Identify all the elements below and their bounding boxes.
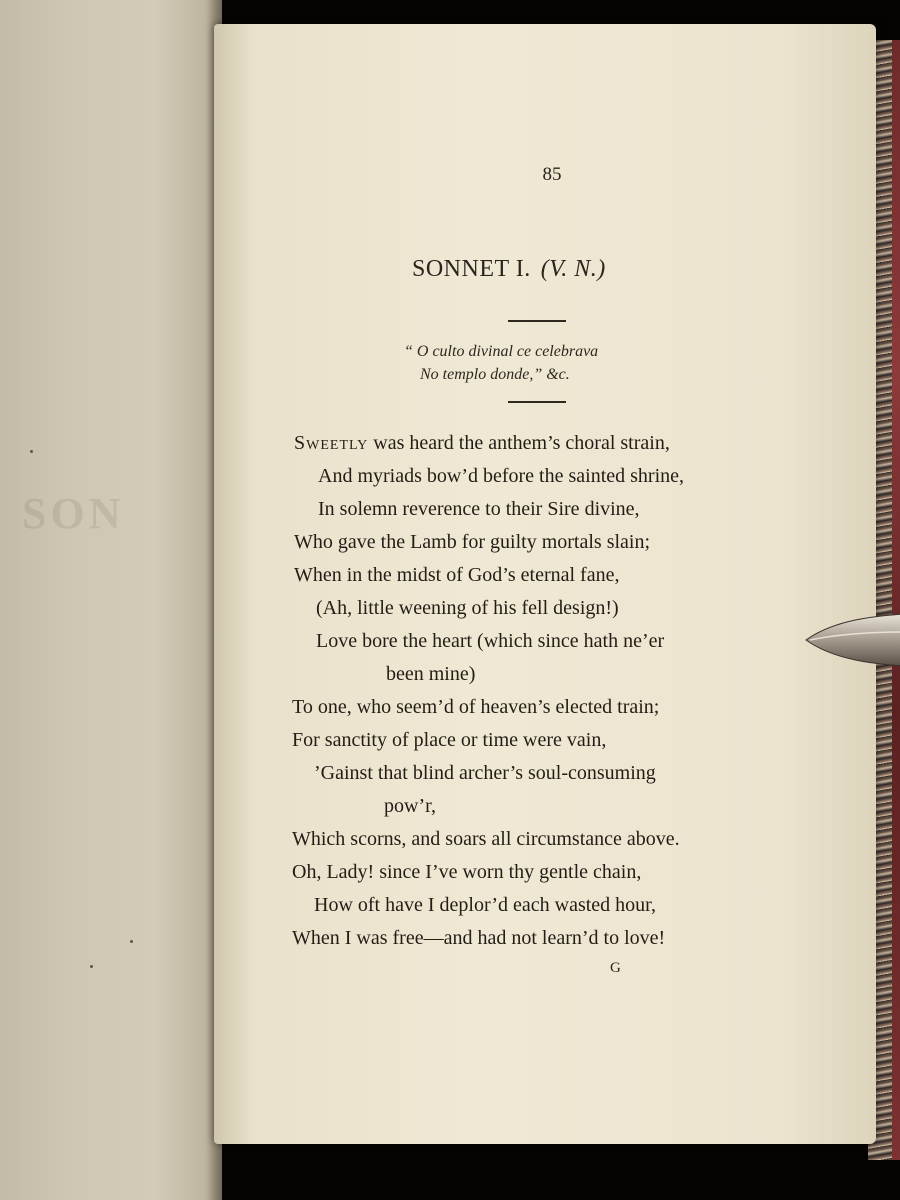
opening-word: Sweetly	[294, 432, 369, 454]
divider-rule	[508, 320, 566, 322]
paper-speck	[30, 450, 33, 453]
poem-line: ’Gainst that blind archer’s soul-consuming	[314, 762, 656, 784]
bookmark-clip	[804, 610, 900, 670]
paper-speck	[130, 940, 133, 943]
poem-line: (Ah, little weening of his fell design!)	[316, 597, 619, 619]
poem-line: pow’r,	[384, 795, 436, 817]
sonnet-title-ref: (V. N.)	[540, 256, 606, 282]
show-through-text: SON	[22, 489, 125, 538]
poem-line: To one, who seem’d of heaven’s elected train;	[292, 696, 660, 718]
epigraph-line: “ O culto divinal ce celebrava	[404, 343, 599, 360]
poem-line: Oh, Lady! since I’ve worn thy gentle chain,	[292, 861, 642, 883]
poem-line: When I was free—and had not learn’d to love!	[292, 927, 666, 949]
sonnet-title-text: SONNET I.	[412, 256, 531, 282]
sonnet-title	[412, 256, 606, 283]
divider-rule	[508, 401, 566, 403]
poem-line: When in the midst of God’s eternal fane,	[294, 564, 620, 586]
epigraph	[404, 340, 598, 386]
right-page	[214, 24, 876, 1144]
poem-line: And myriads bow’d before the sainted shrine,	[318, 465, 685, 487]
signature-mark: G	[610, 960, 621, 976]
poem-line: been mine)	[386, 663, 476, 685]
poem-line: Sweetly was heard the anthem’s choral strain,	[294, 432, 670, 454]
epigraph-line: No templo donde,” &c.	[420, 366, 570, 383]
page-number: 85	[542, 164, 562, 185]
poem-line: Which scorns, and soars all circumstance above.	[292, 828, 680, 850]
paper-speck	[90, 965, 93, 968]
poem-line: In solemn reverence to their Sire divine,	[318, 498, 640, 520]
poem-line: How oft have I deplor’d each wasted hour,	[314, 894, 657, 916]
poem-line: Who gave the Lamb for guilty mortals slain;	[294, 531, 651, 553]
left-page	[0, 0, 222, 1200]
poem-line: For sanctity of place or time were vain,	[292, 729, 607, 751]
poem-line: Love bore the heart (which since hath ne’er	[316, 630, 665, 652]
